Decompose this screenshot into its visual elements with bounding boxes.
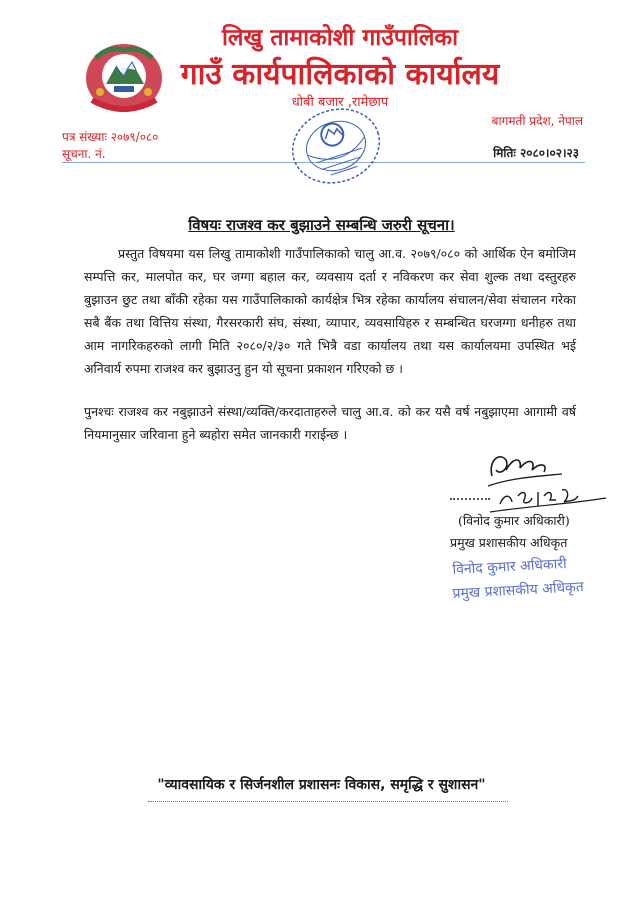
signature-dotted-line xyxy=(450,494,490,500)
letter-number: पत्र संख्याः २०७९/०८० xyxy=(62,130,159,144)
footer-divider xyxy=(148,801,508,802)
designation-stamp: प्रमुख प्रशासकीय अधिकृत xyxy=(452,579,585,602)
notice-number: सूचना. नं. xyxy=(62,147,106,161)
province-label: बागमती प्रदेश, नेपाल xyxy=(491,114,583,128)
notice-subject: विषयः राजश्व कर बुझाउने सम्बन्धि जरुरी सूचना। xyxy=(188,216,455,234)
body-paragraph-2: पुनश्चः राजश्व कर नबुझाउने संस्था/व्यक्ति/करदाताहरुले चालु आ.व. को कर यसै वर्ष नबुझाएमा आगामी वर्ष नियमानुसार जरिवाना हुने ब्यहोरा समेत जानकारी गराईन्छ । xyxy=(84,404,576,442)
signatory-designation: प्रमुख प्रशासकीय अधिकृत xyxy=(450,535,568,550)
municipality-name: लिखु तामाकोशी गाउँपालिका xyxy=(221,25,459,51)
handwritten-signature-icon xyxy=(470,446,610,518)
office-name: गाउँ कार्यपालिकाको कार्यालय xyxy=(180,57,500,92)
letter-date: मितिः २०८०।०२।२३ xyxy=(493,146,579,160)
office-address: धोबी बजार ,रामेछाप xyxy=(291,95,389,110)
name-stamp: विनोद कुमार अधिकारी xyxy=(452,556,568,578)
signatory-name: (विनोद कुमार अधिकारी) xyxy=(458,513,570,528)
office-seal-icon xyxy=(284,104,388,188)
footer-slogan: "व्यावसायिक र सिर्जनशील प्रशासनः विकास, समृद्धि र सुशासन" xyxy=(157,777,486,793)
body-paragraph-1: प्रस्तुत विषयमा यस लिखु तामाकोशी गाउँपालिकाको चालु आ.व. २०७९/०८० को आर्थिक ऐन बमोजिम सम्पत्ति कर, मालपोत कर, घर जग्गा बहाल कर, व्यवसाय दर्ता र नविकरण कर सेवा शुल्क तथा दस्तुरहरु बुझाउन छुट तथा बाँकी रहेका यस गाउँपालिकाको कार्यक्षेत्र भित्र रहेका कार्यालय संचालन/सेवा संचालन गरेका सबै बैंक तथा वित्तिय संस्था, गैरसरकारी संघ, संस्था, व्यापार, व्यवसायिहरु र सम्बन्धित घरजग्गा धनीहरु तथा आम नागरिकहरुको लागी मिति २०८०/२/३० गते भित्रै वडा कार्यालय तथा यस कार्यालयमा उपस्थित भई अनिवार्य रुपमा राजश्व कर बुझाउनु हुन यो सूचना प्रकाशन गरिएको छ । xyxy=(84,246,576,376)
